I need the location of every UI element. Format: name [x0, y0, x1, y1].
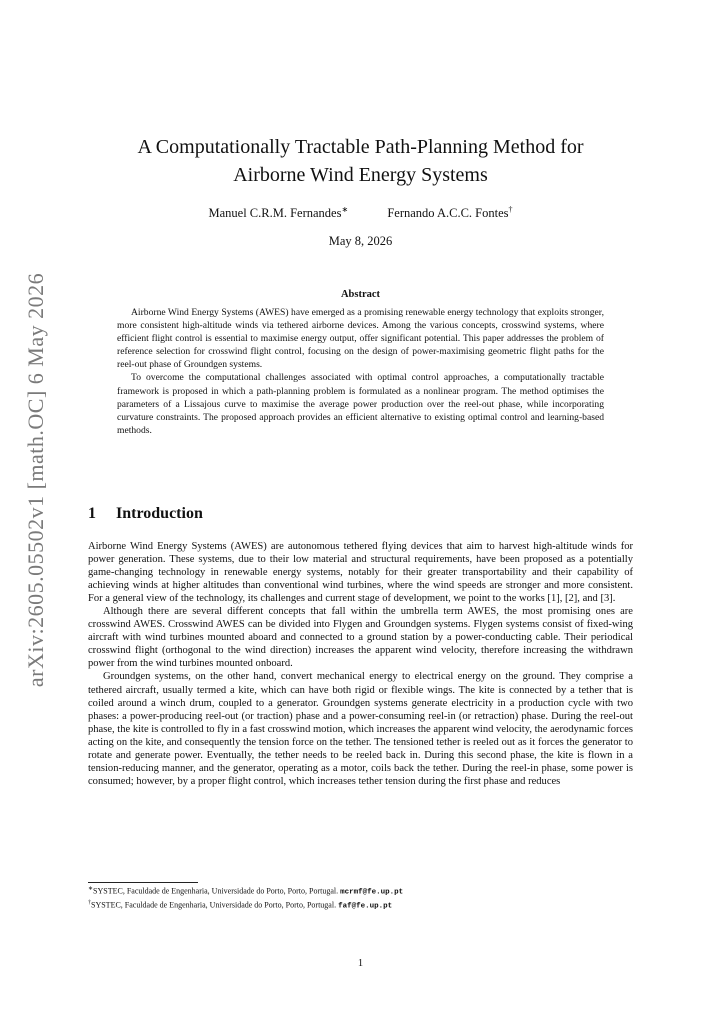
footnote-2-email: faf@fe.up.pt — [338, 902, 393, 911]
body-paragraph-2: Although there are several different concepts that fall within the umbrella term AWES, the most promising ones are crosswind AWES. Crosswind AWES can be divided into Flygen and Groundgen systems. Flygen systems consist of fixed-wing aircraft with wind turbines mounted aboard and connected to a ground station by a power-conducting cable. Their periodical crosswind flight (orthogonal to the wind direction) increases the apparent wind velocity, therefore increasing the withdrawn power from the wind turbines mounted onboard. — [88, 606, 633, 670]
author-1 — [209, 205, 349, 221]
footnotes — [88, 884, 648, 912]
author-list — [88, 205, 633, 221]
page-number: 1 — [357, 958, 364, 969]
footnote-2-mark: † — [88, 900, 91, 907]
paper-title — [88, 133, 633, 189]
body-paragraph-3: Groundgen systems, on the other hand, convert mechanical energy to electrical energy on the ground. They comprise a tethered aircraft, usually termed a kite, which can have both rigid or flexible wings. The kite is connected by a tether that is coiled around a winch drum, coupled to a generator. Groundgen systems generate electricity in a production cycle with two phases: a power-producing reel-out (or traction) phase and a power-consuming reel-in (or retraction) phase. During the reel-out phase, the kite is controlled to fly in a fast crosswind motion, which increases the apparent wind velocity, the aerodynamic forces acting on the kite, and consequently the tension force on the tether. The tensioned tether is reeled out as it forces the generator to rotate and generate power. Eventually, the tether needs to be reeled back in. During this second phase, the kite is flown in a tension-reducing manner, and the generator, operating as a motor, coils back the tether. During the reel-in phase, some power is consumed; however, by a proper flight control, which increases tether tension during the first phase and reduces — [88, 671, 633, 787]
footnote-2-text: SYSTEC, Faculdade de Engenharia, Universidade do Porto, Porto, Portugal. — [91, 900, 339, 910]
title-line-2: Airborne Wind Energy Systems — [233, 164, 488, 186]
abstract-body — [117, 306, 604, 437]
arxiv-sidebar-stamp — [18, 272, 54, 688]
section-body — [88, 540, 633, 788]
arxiv-identifier: arXiv:2605.05502v1 [math.OC] 6 May 2026 — [23, 272, 48, 688]
author-1-name: Manuel C.R.M. Fernandes — [208, 206, 342, 221]
section-heading — [88, 505, 203, 523]
author-2 — [387, 205, 512, 221]
footnote-1 — [88, 884, 648, 898]
section-number: 1 — [88, 505, 96, 522]
author-2-mark: † — [508, 205, 513, 214]
abstract-paragraph-2: To overcome the computational challenges associated with optimal control approaches, a computationally tractable framework is proposed in which a path-planning problem is formulated as a nonlinear program. The method optimises the parameters of a Lissajous curve to maximise the average power production over the reel-out phase, while incorporating curvature constraints. The proposed approach provides an efficient alternative to existing optimal control and learning-based methods. — [117, 372, 604, 436]
author-2-name: Fernando A.C.C. Fontes — [387, 206, 509, 221]
footnote-1-text: SYSTEC, Faculdade de Engenharia, Universidade do Porto, Porto, Portugal. — [93, 886, 341, 896]
abstract-heading: Abstract — [340, 289, 381, 300]
body-paragraph-1: Airborne Wind Energy Systems (AWES) are autonomous tethered flying devices that aim to harvest high-altitude winds for power generation. These systems, due to their low material and structural requirements, have been proposed as a potentially game-changing technology in renewable energy systems, notably for their greater transportability and their capability of achieving winds at higher altitudes than conventional wind turbines, where the wind speeds are stronger and more consistent. For a general view of the technology, its challenges and current stage of development, we point to the works [1], [2], and [3]. — [88, 541, 633, 605]
paper-date: May 8, 2026 — [328, 234, 393, 248]
section-title: Introduction — [116, 505, 203, 522]
footnote-1-mark: ∗ — [88, 886, 94, 892]
footnote-1-email: mcrmf@fe.up.pt — [340, 888, 404, 897]
footnote-rule — [88, 882, 198, 883]
footnote-2 — [88, 898, 648, 912]
title-line-1: A Computationally Tractable Path-Planning Method for — [137, 136, 584, 158]
abstract-paragraph-1: Airborne Wind Energy Systems (AWES) have emerged as a promising renewable energy technology that exploits stronger, more consistent high-altitude winds via tethered airborne devices. Among the various concepts, crosswind systems, where efficient flight control is essential to maximise energy output, offer significant potential. This paper addresses the problem of reference selection for crosswind flight control, focusing on the design of power-maximising geometric flight paths for the reel-out phase of Groundgen systems. — [117, 307, 604, 371]
author-1-mark: ∗ — [341, 205, 349, 214]
